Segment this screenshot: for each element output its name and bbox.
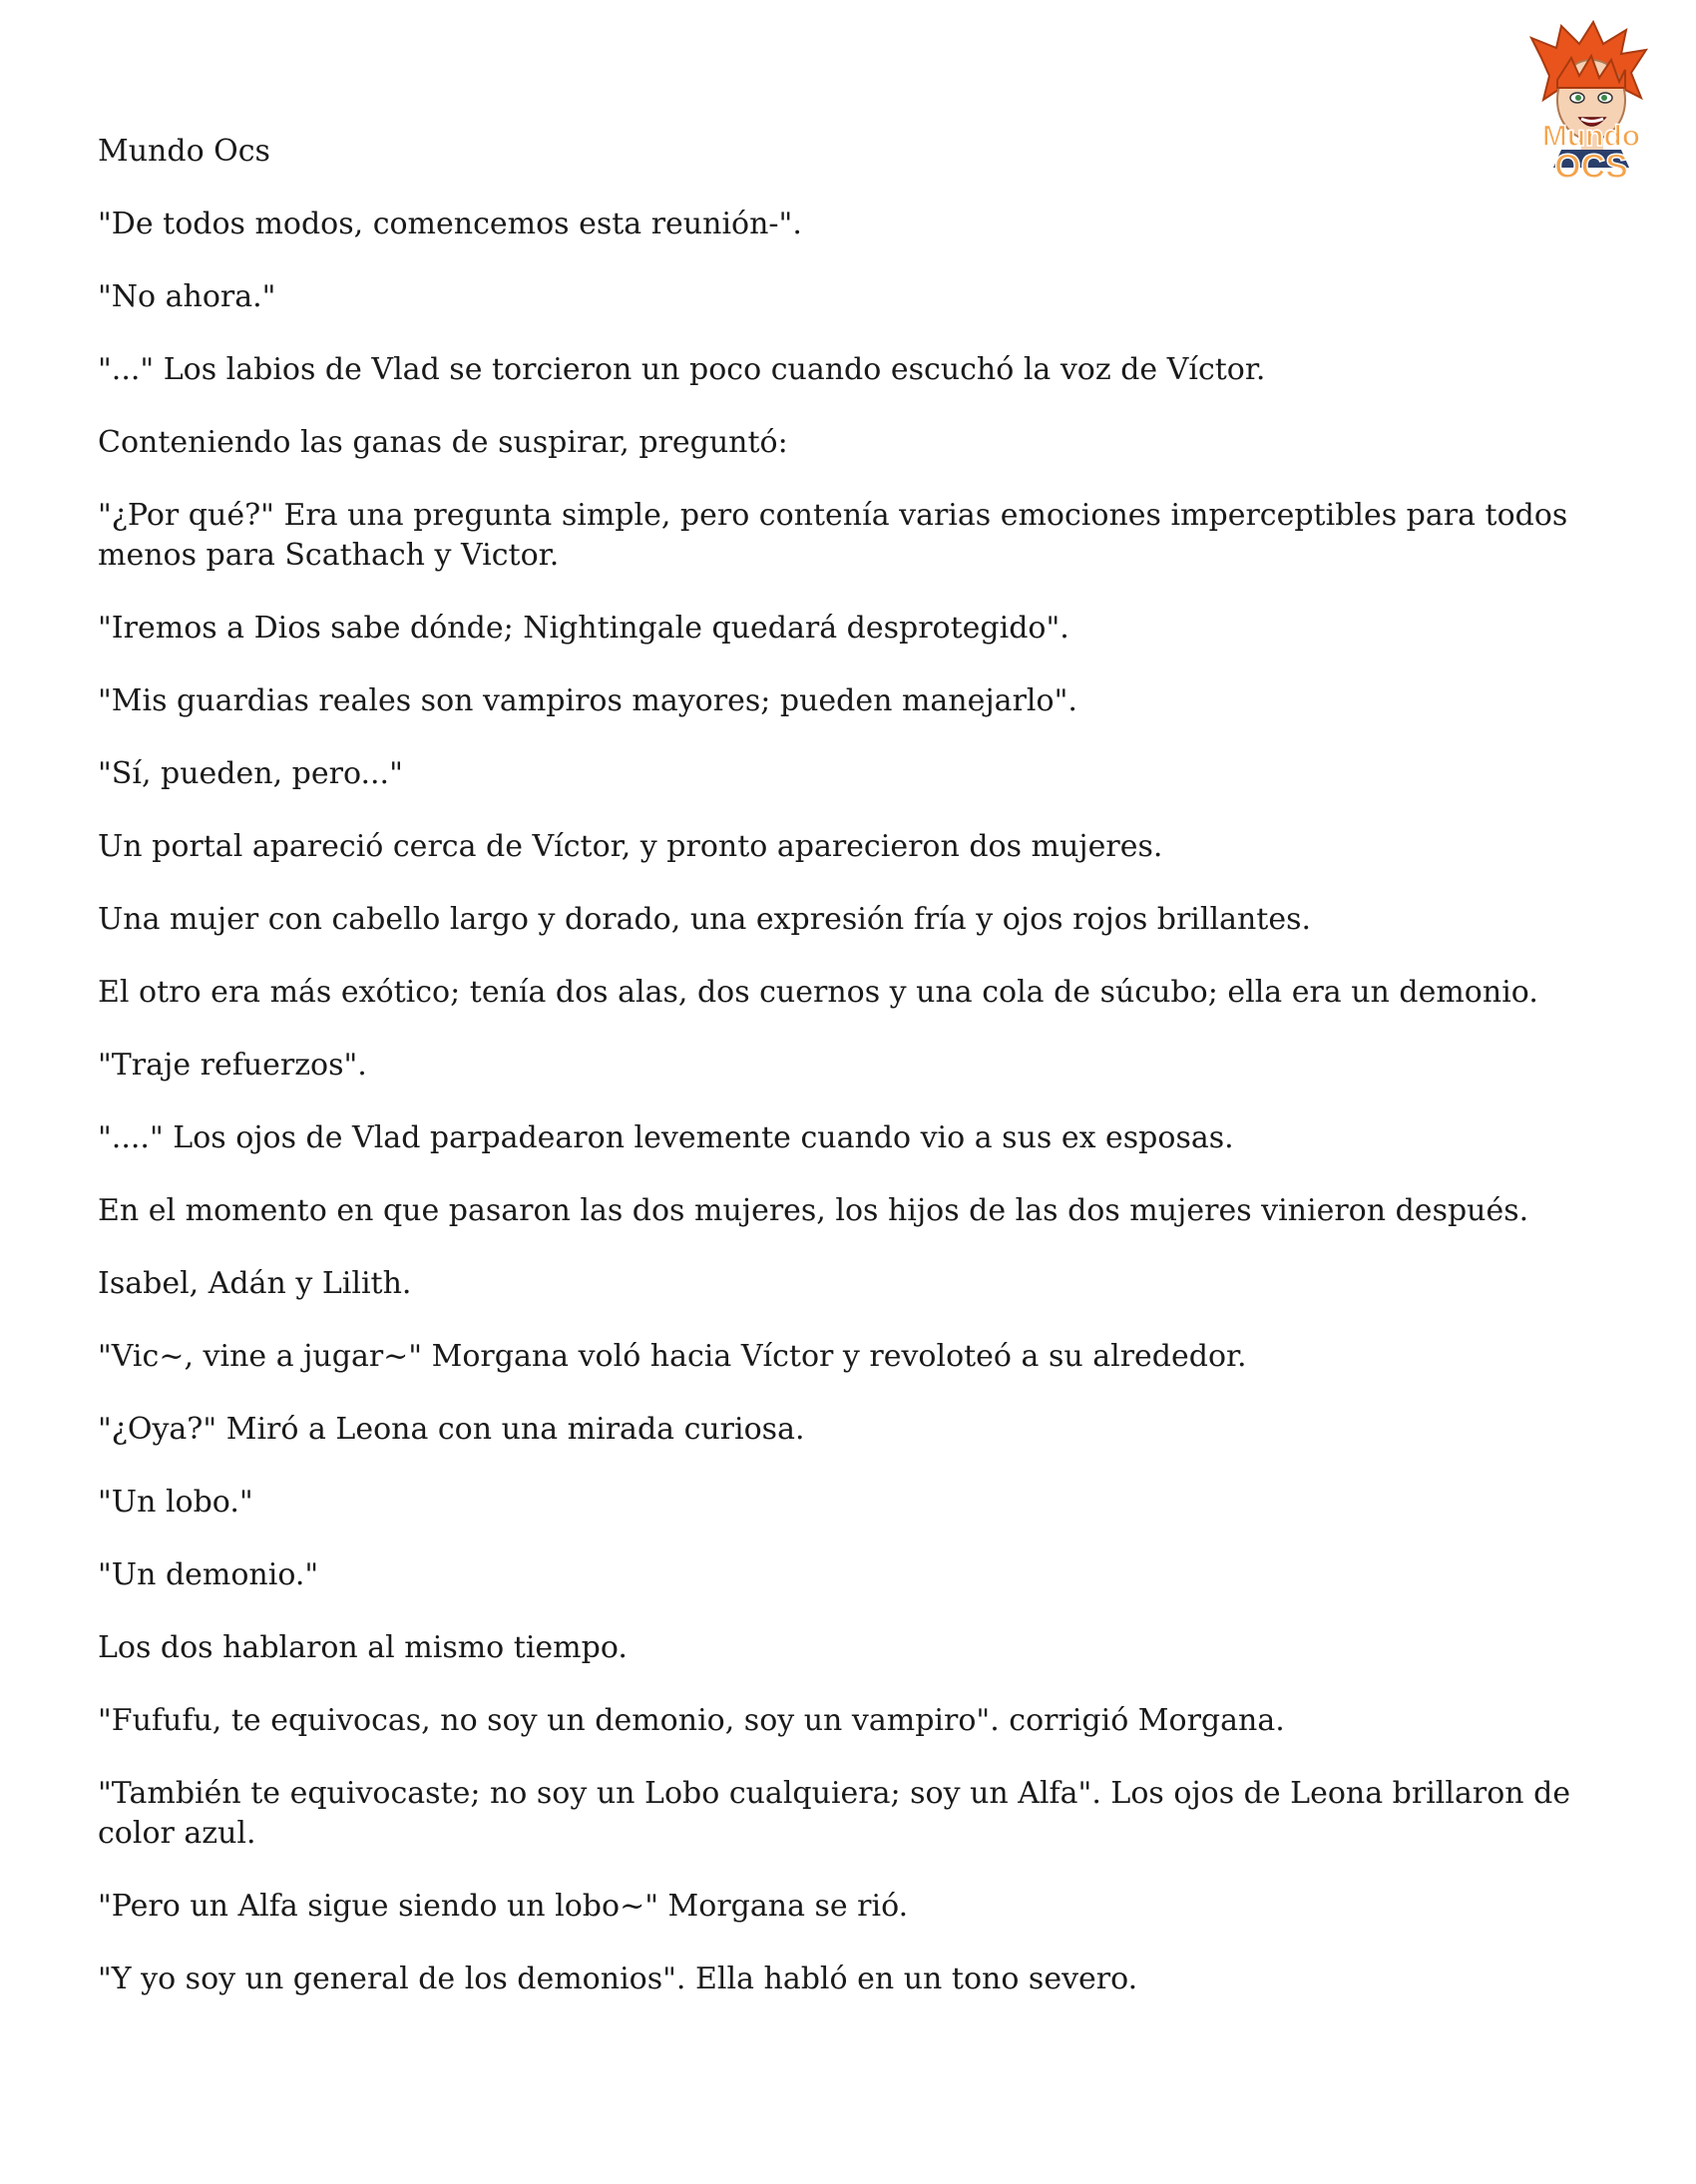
- paragraph: Conteniendo las ganas de suspirar, preguntó:: [98, 425, 788, 460]
- paragraph: Una mujer con cabello largo y dorado, una expresión fría y ojos rojos brillantes.: [98, 902, 1312, 937]
- paragraph: En el momento en que pasaron las dos mujeres, los hijos de las dos mujeres vinieron después.: [98, 1193, 1529, 1228]
- paragraph: "Traje refuerzos".: [98, 1048, 367, 1083]
- paragraph: "Y yo soy un general de los demonios". Ella habló en un tono severo.: [98, 1962, 1138, 1996]
- paragraph: "Vic~, vine a jugar~" Morgana voló hacia Víctor y revoloteó a su alrededor.: [98, 1339, 1247, 1374]
- paragraph: "¿Oya?" Miró a Leona con una mirada curiosa.: [98, 1412, 805, 1447]
- paragraph: "...." Los ojos de Vlad parpadearon levemente cuando vio a sus ex esposas.: [98, 1120, 1234, 1155]
- paragraph: "No ahora.": [98, 279, 276, 314]
- paragraph: "Un demonio.": [98, 1557, 319, 1592]
- paragraph: "De todos modos, comencemos esta reunión-".: [98, 207, 802, 241]
- document-body: [98, 132, 1654, 2032]
- paragraph: "Mis guardias reales son vampiros mayores; pueden manejarlo".: [98, 683, 1077, 718]
- paragraph: Un portal apareció cerca de Víctor, y pronto aparecieron dos mujeres.: [98, 829, 1163, 864]
- document-title: Mundo Ocs: [98, 134, 270, 169]
- paragraph: Los dos hablaron al mismo tiempo.: [98, 1630, 628, 1665]
- paragraph: El otro era más exótico; tenía dos alas, dos cuernos y una cola de súcubo; ella era un demonio.: [98, 975, 1538, 1010]
- paragraph: "Fufufu, te equivocas, no soy un demonio, soy un vampiro". corrigió Morgana.: [98, 1703, 1285, 1738]
- paragraph: "También te equivocaste; no soy un Lobo cualquiera; soy un Alfa". Los ojos de Leona brillaron de color azul.: [98, 1776, 1571, 1851]
- logo-text-line1: Mundo: [1541, 120, 1641, 153]
- paragraph: "Sí, pueden, pero...": [98, 756, 403, 791]
- paragraph: "Pero un Alfa sigue siendo un lobo~" Morgana se rió.: [98, 1889, 909, 1924]
- logo-text-line2: OCS: [1554, 148, 1628, 186]
- paragraph: "Un lobo.": [98, 1485, 253, 1520]
- paragraph: Isabel, Adán y Lilith.: [98, 1266, 412, 1301]
- paragraph: "¿Por qué?" Era una pregunta simple, pero contenía varias emociones imperceptibles para todos menos para Scathach y Victor.: [98, 498, 1568, 573]
- paragraph: "Iremos a Dios sabe dónde; Nightingale quedará desprotegido".: [98, 611, 1069, 646]
- paragraph: "..." Los labios de Vlad se torcieron un poco cuando escuchó la voz de Víctor.: [98, 352, 1266, 387]
